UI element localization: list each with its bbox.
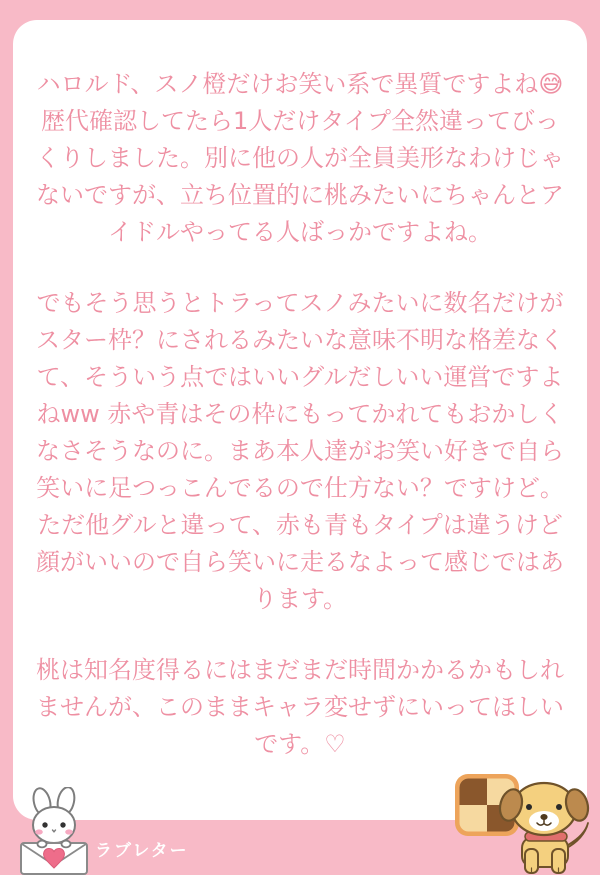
dog-mascot-icon (492, 779, 597, 875)
letter-paragraph-1: ハロルド、スノ橙だけお笑い系で異質ですよね😅歴代確認してたら1人だけタイプ全然違ってびっくりしました。別に他の人が全員美形なわけじゃないですが、立ち位置的に桃みたいにちゃんとアイドルやってる人ばっかですよね。 (36, 70, 564, 246)
rabbit-love-letter-icon (14, 787, 106, 875)
letter-card (13, 20, 587, 820)
letter-paragraph-3: 桃は知名度得るにはまだまだ時間かかるかもしれませんが、このままキャラ変せずにいってほしいです。♡ (36, 656, 564, 758)
letter-text (13, 20, 587, 763)
letter-paragraph-2: でもそう思うとトラってスノみたいに数名だけがスター枠？にされるみたいな意味不明な格差なくて、そういう点ではいいグルだしいい運営ですよねww 赤や青はその枠にもってかれてもおかしくなさそうなのに。まあ本人達がお笑い好きで自ら笑いに足つっこんでるので仕方ない？ですけど。ただ他グルと違って、赤も青もタイプは違うけど顔がいいので自ら笑いに走るなよって感じではあります。 (36, 289, 564, 613)
service-label: ラブレター (95, 841, 189, 861)
